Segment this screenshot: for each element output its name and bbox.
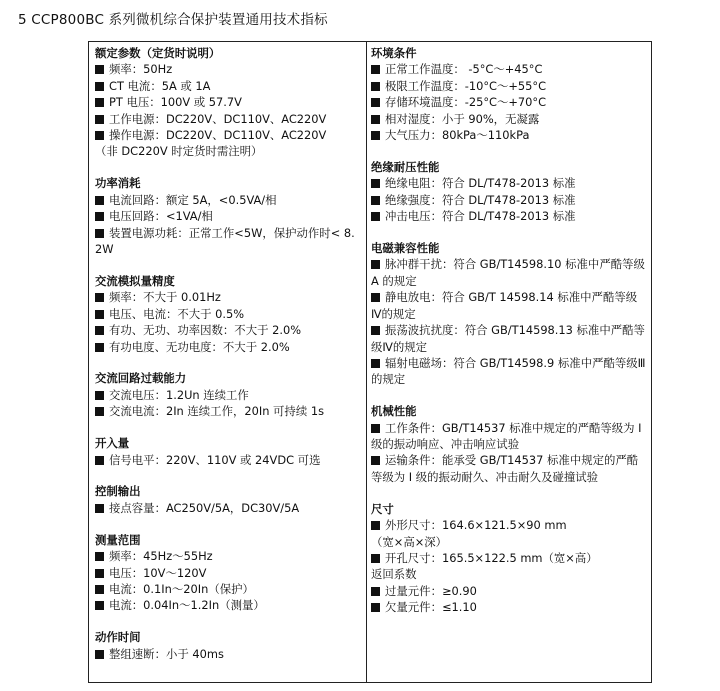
spec-text: （非 DC220V 时定货时需注明） [95, 144, 263, 159]
square-bullet-icon [95, 310, 104, 319]
spec-text: 过量元件：≥0.90 [385, 583, 477, 598]
square-bullet-icon [371, 424, 380, 433]
spec-text: 电流回路：额定 5A，<0.5VA/相 [109, 192, 277, 207]
spec-item [371, 550, 647, 566]
square-bullet-icon [95, 552, 104, 561]
section-heading: 电磁兼容性能 [371, 241, 440, 256]
spec-item [371, 208, 647, 224]
spec-section [95, 532, 361, 614]
spec-section [371, 240, 647, 388]
spec-item [371, 322, 647, 355]
spec-item [95, 597, 361, 613]
spec-text: 有功电度、无功电度：不大于 2.0% [109, 339, 290, 354]
spec-text: 大气压力：80kPa～110kPa [385, 128, 530, 143]
square-bullet-icon [95, 196, 104, 205]
square-bullet-icon [371, 212, 380, 221]
spec-item [95, 127, 361, 143]
spec-item [95, 581, 361, 597]
spec-text: 频率：50Hz [109, 62, 173, 77]
spec-item [371, 420, 647, 453]
square-bullet-icon [95, 115, 104, 124]
spec-item [371, 111, 647, 127]
square-bullet-icon [95, 293, 104, 302]
spec-item [95, 322, 361, 338]
square-bullet-icon [371, 115, 380, 124]
spec-item [371, 78, 647, 94]
section-heading: 机械性能 [371, 404, 417, 419]
square-bullet-icon [371, 456, 380, 465]
square-bullet-icon [371, 326, 380, 335]
square-bullet-icon [95, 343, 104, 352]
spec-note [95, 143, 361, 159]
spec-section [95, 483, 361, 516]
spec-text: 冲击电压：符合 DL/T478-2013 标准 [385, 209, 576, 224]
spec-section [95, 273, 361, 355]
spec-item [95, 387, 361, 403]
section-heading: 功率消耗 [95, 176, 141, 191]
spec-item [95, 78, 361, 94]
spec-text: 电压、电流：不大于 0.5% [109, 306, 245, 321]
spec-section [95, 175, 361, 257]
spec-item [371, 61, 647, 77]
spec-item [95, 403, 361, 419]
spec-item [371, 289, 647, 322]
spec-item [371, 256, 647, 289]
spec-text: 操作电源：DC220V、DC110V、AC220V [109, 128, 327, 143]
page-title: 5 CCP800BC 系列微机综合保护装置通用技术指标 [18, 12, 328, 28]
square-bullet-icon [95, 504, 104, 513]
spec-text: 工作条件：GB/T14537 标准中规定的严酷等级为 I 级的振动响应、冲击响应试验 [371, 420, 642, 452]
spec-item [371, 517, 647, 533]
square-bullet-icon [95, 65, 104, 74]
spec-item [95, 339, 361, 355]
spec-text: 振荡波抗扰度：符合 GB/T14598.13 标准中严酷等级Ⅳ的规定 [371, 323, 645, 354]
spec-text: 相对湿度：小于 90%，无凝露 [385, 111, 540, 126]
spec-text: 存储环境温度：-25°C～+70°C [385, 95, 547, 110]
square-bullet-icon [95, 601, 104, 610]
section-heading: 尺寸 [371, 501, 394, 516]
spec-item [95, 208, 361, 224]
section-heading: 交流回路过载能力 [95, 371, 187, 386]
spec-item [371, 583, 647, 599]
spec-text: 运输条件：能承受 GB/T14537 标准中规定的严酷等级为 I 级的振动耐久、冲击耐久及碰撞试验 [371, 453, 639, 484]
spec-item [371, 599, 647, 615]
spec-item [95, 565, 361, 581]
spec-text: 绝缘强度：符合 DL/T478-2013 标准 [385, 192, 576, 207]
section-heading: 控制输出 [95, 484, 141, 499]
spec-text: 电压：10V～120V [109, 565, 207, 580]
square-bullet-icon [95, 326, 104, 335]
spec-text: 脉冲群干扰：符合 GB/T14598.10 标准中严酷等级 A 的规定 [371, 257, 645, 288]
section-heading: 绝缘耐压性能 [371, 159, 440, 174]
spec-item [371, 175, 647, 191]
spec-item [95, 61, 361, 77]
square-bullet-icon [371, 260, 380, 269]
spec-text: 有功、无功、功率因数：不大于 2.0% [109, 323, 302, 338]
spec-text: 开孔尺寸：165.5×122.5 mm（宽×高） [385, 550, 598, 565]
square-bullet-icon [95, 456, 104, 465]
spec-section [371, 159, 647, 225]
spec-text: 装置电源功耗：正常工作<5W，保护动作时< 8.2W [95, 225, 355, 256]
spec-text: 频率：不大于 0.01Hz [109, 290, 221, 305]
spec-item [95, 646, 361, 662]
spec-section [371, 501, 647, 616]
square-bullet-icon [371, 293, 380, 302]
spec-text: 电压回路：<1VA/相 [109, 209, 213, 224]
right-column [371, 45, 647, 631]
square-bullet-icon [95, 650, 104, 659]
square-bullet-icon [371, 603, 380, 612]
square-bullet-icon [371, 131, 380, 140]
spec-item [95, 306, 361, 322]
square-bullet-icon [371, 82, 380, 91]
square-bullet-icon [95, 569, 104, 578]
spec-text: 交流电压：1.2Un 连续工作 [109, 387, 249, 402]
square-bullet-icon [95, 82, 104, 91]
square-bullet-icon [95, 229, 104, 238]
column-divider [366, 42, 367, 682]
spec-item [371, 452, 647, 485]
spec-text: 外形尺寸：164.6×121.5×90 mm [385, 518, 567, 533]
square-bullet-icon [371, 554, 380, 563]
square-bullet-icon [371, 587, 380, 596]
spec-item [371, 94, 647, 110]
square-bullet-icon [95, 212, 104, 221]
left-column [95, 45, 361, 678]
section-heading: 环境条件 [371, 46, 417, 60]
spec-section [95, 629, 361, 662]
spec-text: 绝缘电阻：符合 DL/T478-2013 标准 [385, 176, 576, 191]
square-bullet-icon [371, 196, 380, 205]
spec-section [95, 370, 361, 419]
spec-item [95, 225, 361, 258]
spec-text: 电流：0.1In～20In（保护） [109, 581, 254, 596]
square-bullet-icon [371, 65, 380, 74]
spec-text: CT 电流：5A 或 1A [109, 78, 211, 93]
section-heading: 交流模拟量精度 [95, 273, 175, 288]
square-bullet-icon [95, 391, 104, 400]
square-bullet-icon [95, 585, 104, 594]
spec-item [371, 192, 647, 208]
spec-item [95, 192, 361, 208]
square-bullet-icon [95, 98, 104, 107]
square-bullet-icon [371, 98, 380, 107]
spec-text: 正常工作温度： -5°C～+45°C [385, 62, 543, 77]
spec-text: 信号电平：220V、110V 或 24VDC 可选 [109, 452, 321, 467]
spec-item [95, 548, 361, 564]
spec-section [95, 45, 361, 160]
square-bullet-icon [371, 179, 380, 188]
spec-text: 工作电源：DC220V、DC110V、AC220V [109, 111, 327, 126]
square-bullet-icon [371, 521, 380, 530]
spec-text: 电流：0.04In～1.2In（测量） [109, 598, 265, 613]
spec-section [371, 403, 647, 485]
spec-text: （宽×高×深） [371, 534, 448, 549]
square-bullet-icon [95, 131, 104, 140]
spec-item [95, 94, 361, 110]
spec-item [95, 500, 361, 516]
spec-text: 接点容量：AC250V/5A，DC30V/5A [109, 500, 300, 515]
spec-item [95, 289, 361, 305]
spec-section [371, 45, 647, 143]
spec-section [95, 435, 361, 468]
spec-text: 静电放电：符合 GB/T 14598.14 标准中严酷等级Ⅳ的规定 [371, 290, 638, 321]
spec-text: 辐射电磁场：符合 GB/T14598.9 标准中严酷等级Ⅲ的规定 [371, 355, 646, 387]
spec-item [95, 111, 361, 127]
spec-text: 频率：45Hz～55Hz [109, 549, 213, 564]
spec-item [371, 355, 647, 388]
spec-note [371, 566, 647, 582]
spec-text: 返回系数 [371, 567, 417, 582]
spec-text: PT 电压：100V 或 57.7V [109, 95, 242, 110]
square-bullet-icon [95, 407, 104, 416]
spec-note [371, 534, 647, 550]
spec-text: 极限工作温度：-10°C～+55°C [385, 78, 547, 93]
spec-text: 交流电流：2In 连续工作，20In 可持续 1s [109, 404, 325, 419]
square-bullet-icon [371, 359, 380, 368]
spec-item [371, 127, 647, 143]
section-heading: 开入量 [95, 436, 130, 451]
spec-text: 欠量元件：≤1.10 [385, 600, 477, 615]
spec-table [88, 41, 652, 683]
section-heading: 额定参数（定货时说明） [95, 46, 221, 60]
spec-item [95, 452, 361, 468]
spec-text: 整组速断：小于 40ms [109, 646, 224, 661]
section-heading: 动作时间 [95, 630, 141, 645]
section-heading: 测量范围 [95, 532, 141, 547]
